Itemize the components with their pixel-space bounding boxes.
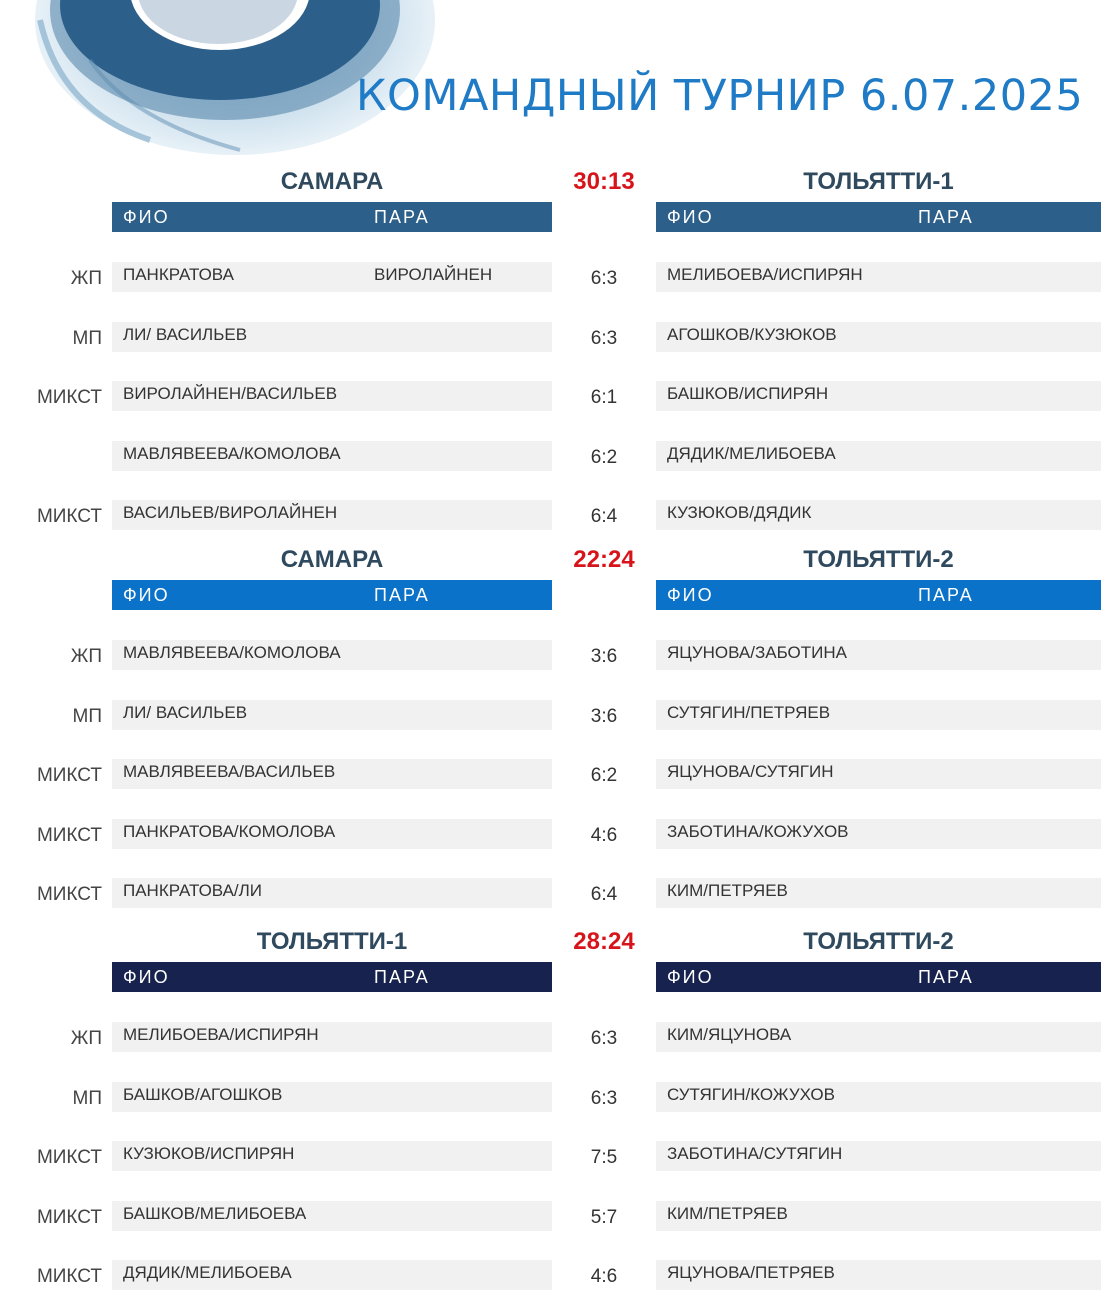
- header-pair-label: ПАРА: [374, 585, 430, 605]
- category-label: МИКСТ: [36, 506, 102, 527]
- match-row: [0, 322, 1114, 352]
- match-score: 22:24: [573, 546, 635, 573]
- team-left-name: САМАРА: [280, 168, 384, 195]
- set-score: 3:6: [590, 706, 618, 727]
- set-score: 6:3: [590, 328, 618, 349]
- match-score: 28:24: [573, 928, 635, 955]
- left-player-pair: ВИРОЛАЙНЕН: [374, 265, 493, 284]
- match-row: [0, 1201, 1114, 1231]
- left-player-name: ВАСИЛЬЕВ/ВИРОЛАЙНЕН: [123, 503, 338, 522]
- left-player-name: МАВЛЯВЕЕВА/ВАСИЛЬЕВ: [123, 762, 336, 781]
- left-player-cell: [112, 262, 552, 292]
- right-player-cell: [656, 381, 1101, 411]
- left-player-name: ДЯДИК/МЕЛИБОЕВА: [123, 1263, 292, 1282]
- match-row: [0, 1260, 1114, 1290]
- right-player-cell: [656, 1141, 1101, 1171]
- page-title: КОМАНДНЫЙ ТУРНИР 6.07.2025: [356, 71, 1084, 121]
- set-score: 7:5: [590, 1147, 618, 1168]
- category-label: ЖП: [70, 268, 102, 289]
- match-row: [0, 441, 1114, 471]
- right-player-name: КУЗЮКОВ/ДЯДИК: [667, 503, 812, 522]
- left-player-name: МАВЛЯВЕЕВА/КОМОЛОВА: [123, 643, 341, 662]
- set-score: 6:4: [590, 506, 618, 527]
- match-row: [0, 262, 1114, 292]
- header-name-label: ФИО: [667, 967, 714, 987]
- right-player-cell: [656, 1260, 1101, 1290]
- right-player-name: ЯЦУНОВА/ПЕТРЯЕВ: [667, 1263, 835, 1282]
- match-row: [0, 878, 1114, 908]
- header-pair-label: ПАРА: [374, 967, 430, 987]
- right-player-cell: [656, 1201, 1101, 1231]
- left-player-cell: [112, 1141, 552, 1171]
- set-score: 4:6: [590, 825, 618, 846]
- team-right-name: ТОЛЬЯТТИ-2: [803, 546, 954, 573]
- left-player-name: ЛИ/ ВАСИЛЬЕВ: [123, 703, 248, 722]
- left-player-cell: [112, 441, 552, 471]
- header-pair-label: ПАРА: [918, 585, 974, 605]
- left-player-cell: [112, 1082, 552, 1112]
- left-player-cell: [112, 640, 552, 670]
- right-player-cell: [656, 1022, 1101, 1052]
- set-score: 6:3: [590, 1088, 618, 1109]
- match-row: [0, 1141, 1114, 1171]
- right-player-name: КИМ/ПЕТРЯЕВ: [667, 881, 788, 900]
- right-player-name: КИМ/ЯЦУНОВА: [667, 1025, 792, 1044]
- category-label: МИКСТ: [36, 1147, 102, 1168]
- category-label: МИКСТ: [36, 1207, 102, 1228]
- header-pair-label: ПАРА: [918, 207, 974, 227]
- right-player-name: СУТЯГИН/КОЖУХОВ: [667, 1085, 835, 1104]
- right-player-cell: [656, 819, 1101, 849]
- team-left-name: ТОЛЬЯТТИ-1: [256, 928, 408, 955]
- left-player-name: МАВЛЯВЕЕВА/КОМОЛОВА: [123, 444, 341, 463]
- table-header-left: [112, 202, 552, 232]
- team-right-name: ТОЛЬЯТТИ-2: [803, 928, 954, 955]
- header-pair-label: ПАРА: [918, 967, 974, 987]
- category-label: МП: [72, 706, 102, 727]
- right-player-cell: [656, 441, 1101, 471]
- header-pair-label: ПАРА: [374, 207, 430, 227]
- left-player-cell: [112, 700, 552, 730]
- right-player-name: КИМ/ПЕТРЯЕВ: [667, 1204, 788, 1223]
- right-player-cell: [656, 759, 1101, 789]
- left-player-cell: [112, 1260, 552, 1290]
- left-player-cell: [112, 1201, 552, 1231]
- category-label: МП: [72, 1088, 102, 1109]
- left-player-cell: [112, 381, 552, 411]
- set-score: 4:6: [590, 1266, 618, 1287]
- right-player-name: ЗАБОТИНА/КОЖУХОВ: [667, 822, 849, 841]
- left-player-cell: [112, 1022, 552, 1052]
- set-score: 6:1: [590, 387, 618, 408]
- header-name-label: ФИО: [123, 967, 170, 987]
- header-name-label: ФИО: [123, 207, 170, 227]
- left-player-name: ВИРОЛАЙНЕН/ВАСИЛЬЕВ: [123, 384, 338, 403]
- right-player-cell: [656, 500, 1101, 530]
- left-player-name: ПАНКРАТОВА/ЛИ: [123, 881, 263, 900]
- left-player-cell: [112, 819, 552, 849]
- category-label: МИКСТ: [36, 884, 102, 905]
- category-label: МИКСТ: [36, 387, 102, 408]
- left-player-name: БАШКОВ/МЕЛИБОЕВА: [123, 1204, 307, 1223]
- left-player-name: МЕЛИБОЕВА/ИСПИРЯН: [123, 1025, 319, 1044]
- left-player-name: ЛИ/ ВАСИЛЬЕВ: [123, 325, 248, 344]
- set-score: 5:7: [590, 1207, 618, 1228]
- right-player-name: ЯЦУНОВА/СУТЯГИН: [667, 762, 834, 781]
- right-player-name: ЗАБОТИНА/СУТЯГИН: [667, 1144, 843, 1163]
- header-name-label: ФИО: [123, 585, 170, 605]
- match-block: [0, 168, 1114, 546]
- right-player-cell: [656, 700, 1101, 730]
- category-label: ЖП: [70, 646, 102, 667]
- right-player-cell: [656, 878, 1101, 908]
- header-name-label: ФИО: [667, 585, 714, 605]
- match-score: 30:13: [573, 168, 635, 195]
- right-player-cell: [656, 640, 1101, 670]
- match-row: [0, 1022, 1114, 1052]
- right-player-name: БАШКОВ/ИСПИРЯН: [667, 384, 829, 403]
- left-player-cell: [112, 878, 552, 908]
- set-score: 6:4: [590, 884, 618, 905]
- right-player-name: СУТЯГИН/ПЕТРЯЕВ: [667, 703, 831, 722]
- table-header-left: [112, 962, 552, 992]
- match-block: [0, 546, 1114, 924]
- category-label: МИКСТ: [36, 825, 102, 846]
- match-row: [0, 819, 1114, 849]
- right-player-name: ЯЦУНОВА/ЗАБОТИНА: [667, 643, 848, 662]
- set-score: 6:2: [590, 447, 618, 468]
- right-player-name: АГОШКОВ/КУЗЮКОВ: [667, 325, 837, 344]
- set-score: 6:3: [590, 268, 618, 289]
- table-header-right: [656, 962, 1101, 992]
- category-label: ЖП: [70, 1028, 102, 1049]
- left-player-name: КУЗЮКОВ/ИСПИРЯН: [123, 1144, 295, 1163]
- category-label: МИКСТ: [36, 1266, 102, 1287]
- left-player-cell: [112, 322, 552, 352]
- header-name-label: ФИО: [667, 207, 714, 227]
- left-player-name: ПАНКРАТОВА/КОМОЛОВА: [123, 822, 336, 841]
- left-player-cell: [112, 500, 552, 530]
- match-row: [0, 759, 1114, 789]
- team-right-name: ТОЛЬЯТТИ-1: [803, 168, 954, 195]
- match-row: [0, 640, 1114, 670]
- left-player-cell: [112, 759, 552, 789]
- team-left-name: САМАРА: [280, 546, 384, 573]
- set-score: 6:2: [590, 765, 618, 786]
- right-player-cell: [656, 1082, 1101, 1112]
- right-player-name: МЕЛИБОЕВА/ИСПИРЯН: [667, 265, 863, 284]
- match-row: [0, 1082, 1114, 1112]
- category-label: МП: [72, 328, 102, 349]
- match-row: [0, 500, 1114, 530]
- match-row: [0, 381, 1114, 411]
- match-row: [0, 700, 1114, 730]
- table-header-right: [656, 580, 1101, 610]
- right-player-name: ДЯДИК/МЕЛИБОЕВА: [667, 444, 836, 463]
- left-player-name: БАШКОВ/АГОШКОВ: [123, 1085, 283, 1104]
- table-header-right: [656, 202, 1101, 232]
- set-score: 3:6: [590, 646, 618, 667]
- table-header-left: [112, 580, 552, 610]
- left-player-name: ПАНКРАТОВА: [123, 265, 234, 284]
- right-player-cell: [656, 322, 1101, 352]
- match-block: [0, 928, 1114, 1306]
- right-player-cell: [656, 262, 1101, 292]
- category-label: МИКСТ: [36, 765, 102, 786]
- set-score: 6:3: [590, 1028, 618, 1049]
